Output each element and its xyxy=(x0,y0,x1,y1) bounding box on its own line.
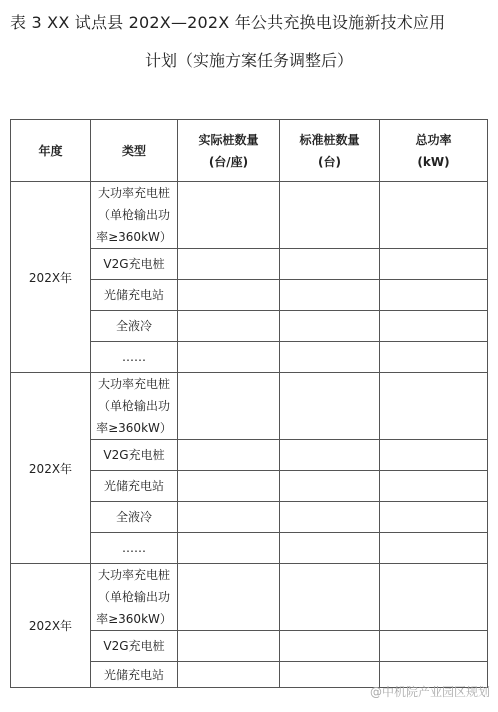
actual-count-cell xyxy=(178,471,280,502)
type-cell-line: …… xyxy=(122,541,146,555)
standard-count-cell xyxy=(280,533,380,564)
header-actual-count: 实际桩数量 (台/座) xyxy=(178,120,280,182)
total-power-cell xyxy=(380,373,488,440)
year-cell: 202X年 xyxy=(11,564,91,688)
type-cell xyxy=(91,631,178,662)
total-power-cell xyxy=(380,311,488,342)
standard-count-cell xyxy=(280,280,380,311)
type-cell-line: 大功率充电桩 xyxy=(97,377,170,391)
type-cell-line: （单枪输出功 xyxy=(97,590,170,604)
actual-count-cell xyxy=(178,342,280,373)
type-cell xyxy=(91,280,178,311)
type-cell xyxy=(91,502,178,533)
actual-count-cell xyxy=(178,662,280,688)
table-row xyxy=(11,182,488,249)
year-cell: 202X年 xyxy=(11,373,91,564)
type-cell xyxy=(91,249,178,280)
type-cell-line: 光储充电站 xyxy=(103,288,164,302)
actual-count-cell xyxy=(178,533,280,564)
actual-count-cell xyxy=(178,373,280,440)
type-cell-line: …… xyxy=(122,350,146,364)
type-cell xyxy=(91,533,178,564)
type-cell xyxy=(91,471,178,502)
type-cell xyxy=(91,662,178,688)
actual-count-cell xyxy=(178,440,280,471)
type-cell xyxy=(91,373,178,440)
standard-count-cell xyxy=(280,182,380,249)
type-cell-line: 率≥360kW） xyxy=(96,230,172,244)
standard-count-cell xyxy=(280,564,380,631)
actual-count-cell xyxy=(178,502,280,533)
actual-count-cell xyxy=(178,280,280,311)
actual-count-cell xyxy=(178,182,280,249)
standard-count-cell xyxy=(280,440,380,471)
type-cell xyxy=(91,440,178,471)
type-cell-line: V2G充电桩 xyxy=(103,639,165,653)
type-cell-line: 大功率充电桩 xyxy=(97,568,170,582)
type-cell-line: （单枪输出功 xyxy=(97,208,170,222)
header-type: 类型 xyxy=(91,120,178,182)
watermark: @中机院产业园区规划 xyxy=(369,685,490,699)
type-cell-line: 全液冷 xyxy=(115,510,152,524)
type-cell-line: （单枪输出功 xyxy=(97,399,170,413)
standard-count-cell xyxy=(280,342,380,373)
type-cell xyxy=(91,342,178,373)
type-cell-line: 光储充电站 xyxy=(103,667,164,682)
total-power-cell xyxy=(380,280,488,311)
standard-count-cell xyxy=(280,249,380,280)
actual-count-cell xyxy=(178,564,280,631)
total-power-cell xyxy=(380,631,488,662)
type-cell-line: V2G充电桩 xyxy=(103,257,165,271)
total-power-cell xyxy=(380,342,488,373)
total-power-cell xyxy=(380,249,488,280)
header-total-power: 总功率 (kW) xyxy=(380,120,488,182)
total-power-cell xyxy=(380,564,488,631)
type-cell-line: V2G充电桩 xyxy=(103,448,165,462)
header-standard-count: 标准桩数量 (台) xyxy=(280,120,380,182)
table-row xyxy=(11,373,488,440)
total-power-cell xyxy=(380,471,488,502)
standard-count-cell xyxy=(280,662,380,688)
actual-count-cell xyxy=(178,311,280,342)
year-cell: 202X年 xyxy=(11,182,91,373)
plan-table xyxy=(10,119,488,688)
type-cell-line: 全液冷 xyxy=(115,319,152,333)
standard-count-cell xyxy=(280,311,380,342)
standard-count-cell xyxy=(280,373,380,440)
standard-count-cell xyxy=(280,631,380,662)
type-cell-line: 光储充电站 xyxy=(103,479,164,493)
total-power-cell xyxy=(380,440,488,471)
table-body xyxy=(11,182,488,688)
standard-count-cell xyxy=(280,502,380,533)
actual-count-cell xyxy=(178,249,280,280)
type-cell-line: 大功率充电桩 xyxy=(97,186,170,200)
type-cell xyxy=(91,182,178,249)
standard-count-cell xyxy=(280,471,380,502)
total-power-cell xyxy=(380,502,488,533)
table-header-row xyxy=(11,120,488,182)
type-cell-line: 率≥360kW） xyxy=(96,421,172,435)
total-power-cell xyxy=(380,182,488,249)
type-cell xyxy=(91,564,178,631)
type-cell xyxy=(91,311,178,342)
table-title-line-1: 表 3 XX 试点县 202X—202X 年公共充换电设施新技术应用 xyxy=(10,13,446,32)
header-year: 年度 xyxy=(11,120,91,182)
table-row xyxy=(11,564,488,631)
table-title-line-2: 计划（实施方案任务调整后） xyxy=(144,51,353,70)
type-cell-line: 率≥360kW） xyxy=(96,612,172,626)
total-power-cell xyxy=(380,533,488,564)
actual-count-cell xyxy=(178,631,280,662)
